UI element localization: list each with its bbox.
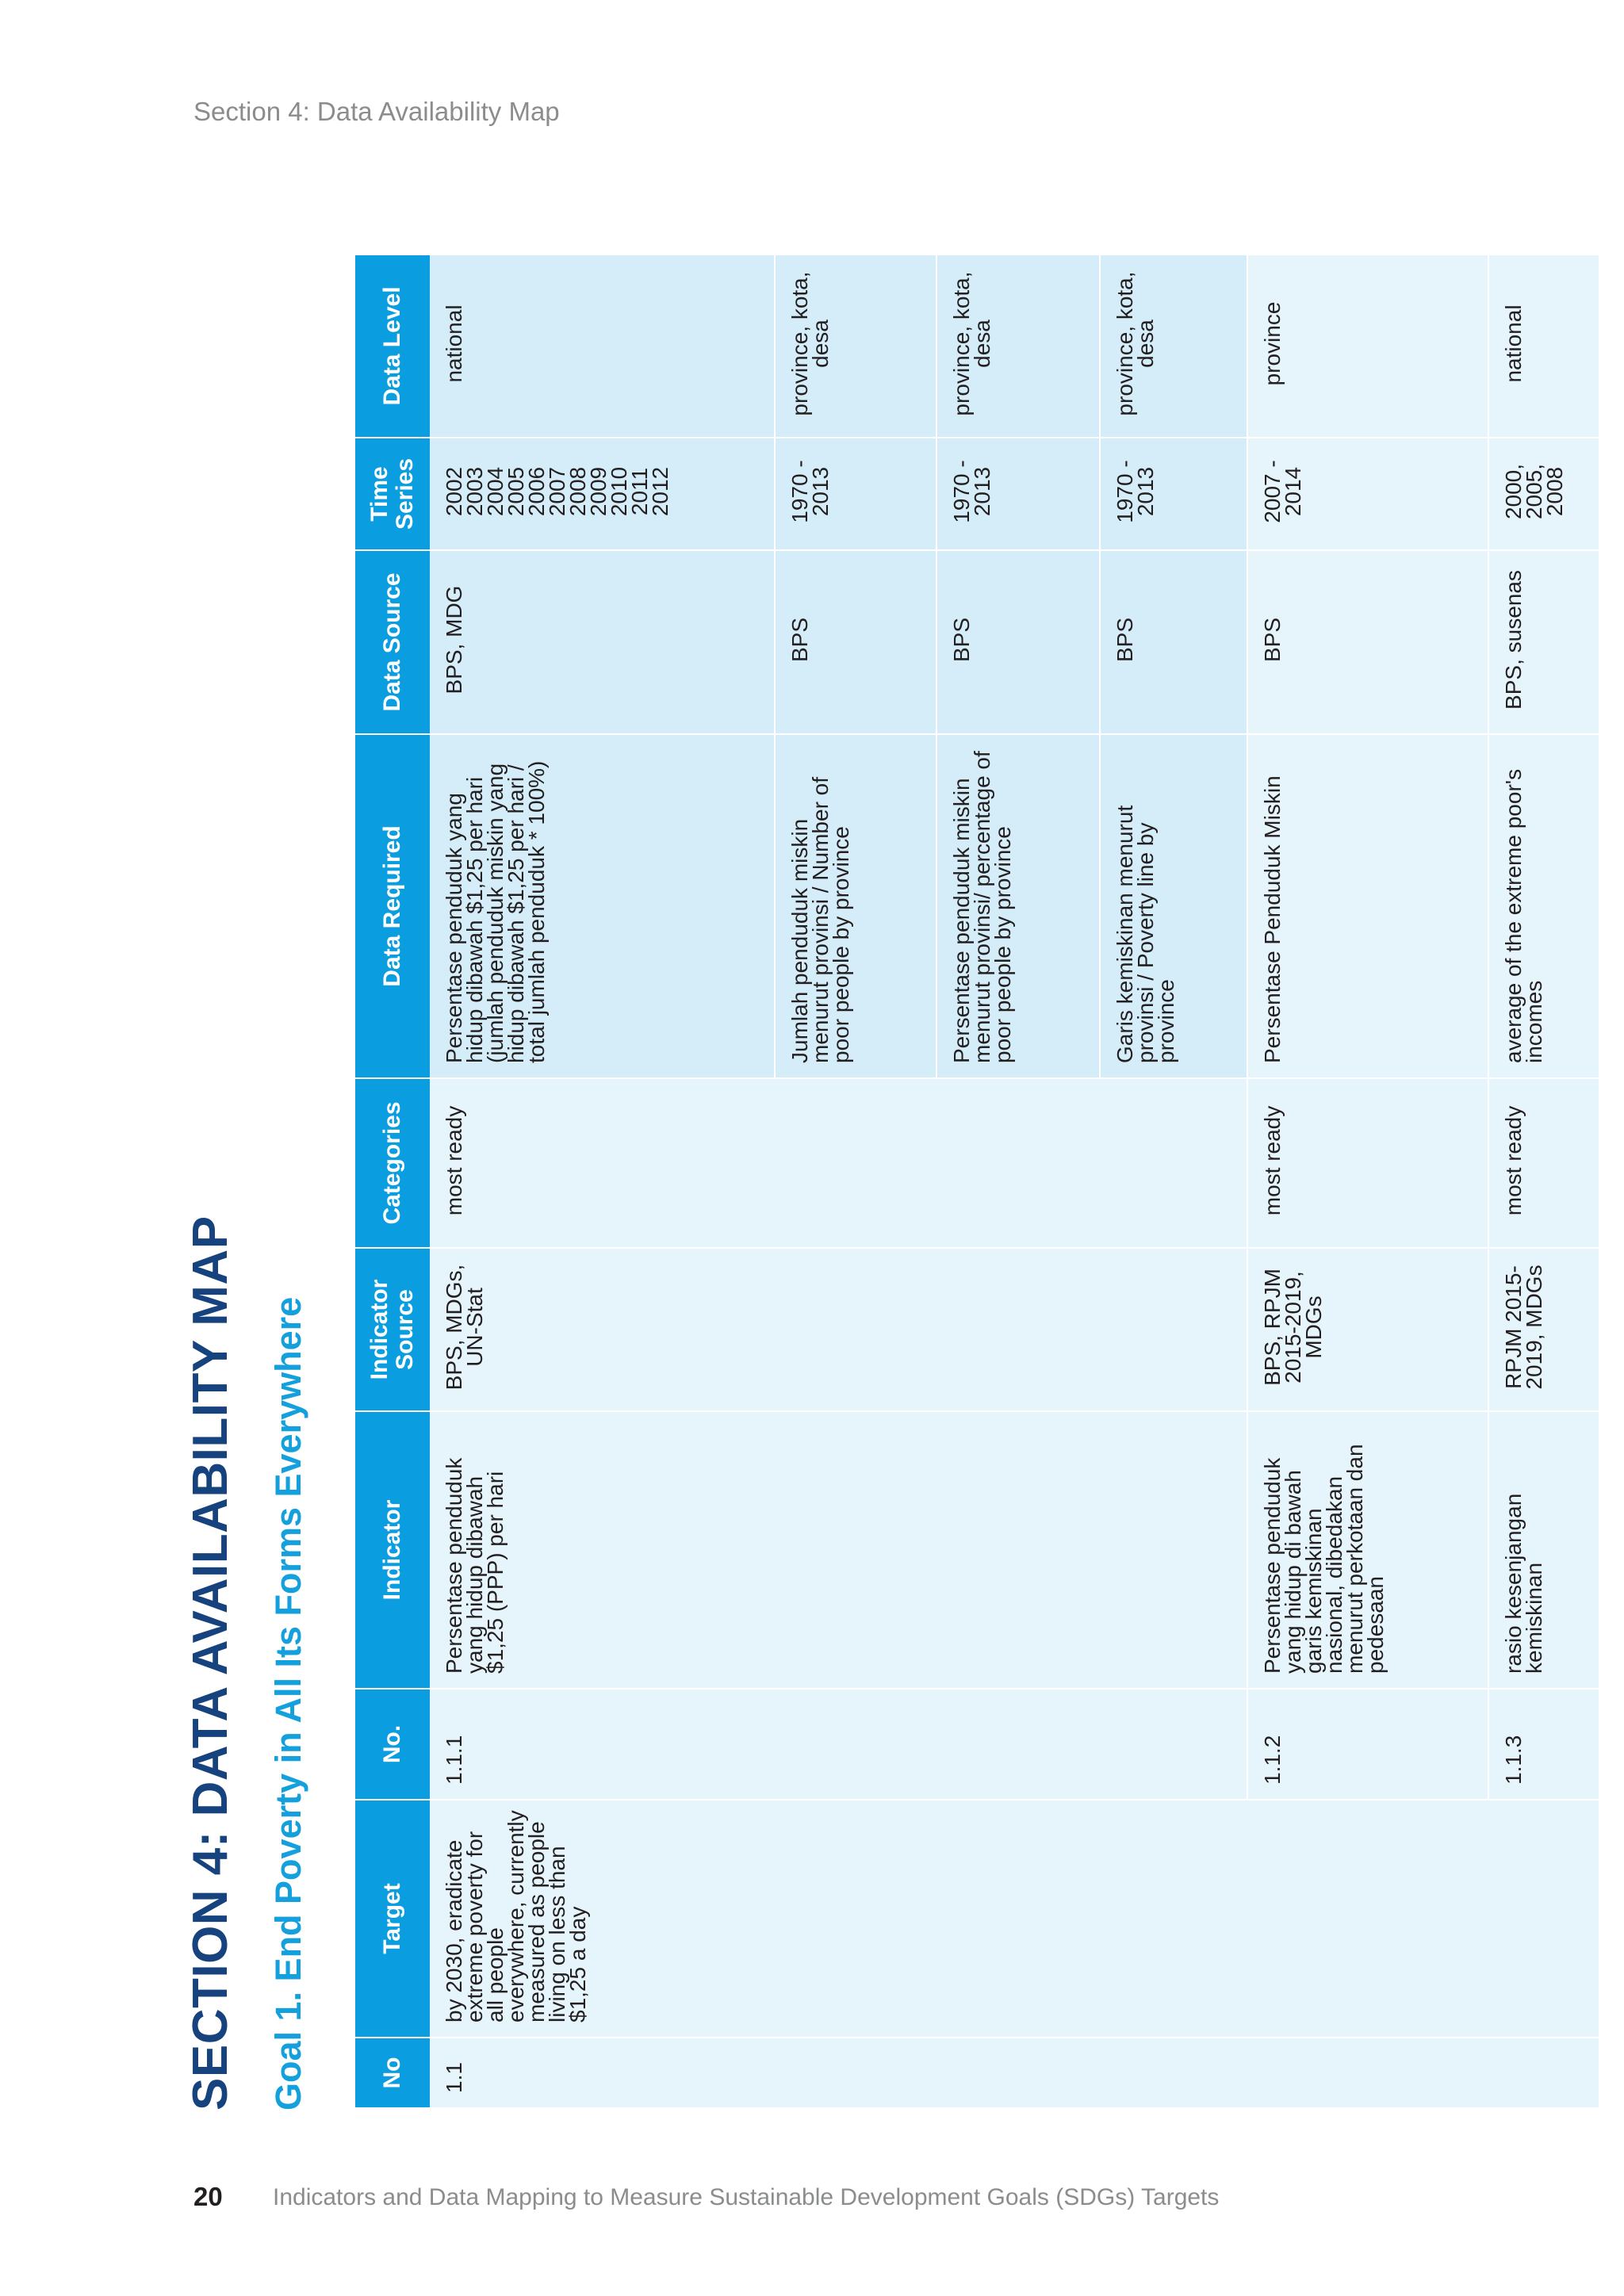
cell-time-series: 1970 - 2013 xyxy=(936,438,1100,550)
cell-data-required: Persentase penduduk yang hidup dibawah $1,25 per hari (jumlah penduduk miskin yang hidup dibawah $1,25 per hari / total jumlah penduduk * 100%) xyxy=(430,734,775,1078)
cell-categories: most ready xyxy=(430,1078,1247,1248)
header-categories: Categories xyxy=(355,1078,430,1248)
cell-data-level: province, kota, desa xyxy=(775,255,936,438)
header-indicator: Indicator xyxy=(355,1411,430,1689)
cell-indicator: rasio kesenjangan kemiskinan xyxy=(1488,1411,1599,1689)
section-title: SECTION 4: DATA AVAILABILITY MAP xyxy=(183,1215,238,2110)
running-footer: Indicators and Data Mapping to Measure Sustainable Development Goals (SDGs) Targets xyxy=(273,2184,1220,2210)
cell-indicator-no: 1.1.2 xyxy=(1247,1689,1488,1800)
cell-categories: most ready xyxy=(1488,1078,1599,1248)
cell-data-source: BPS, MDG xyxy=(430,550,775,734)
cell-data-source: BPS, susenas xyxy=(1488,550,1599,734)
header-target: Target xyxy=(355,1800,430,2038)
header-indicator-source: Indicator Source xyxy=(355,1248,430,1411)
cell-indicator: Persentase penduduk yang hidup di bawah garis kemiskinan nasional, dibedakan menurut perkotaan dan pedesaan xyxy=(1247,1411,1488,1689)
cell-data-source: BPS xyxy=(1247,550,1488,734)
cell-indicator-source: RPJM 2015-2019, MDGs xyxy=(1488,1248,1599,1411)
cell-data-source: BPS xyxy=(936,550,1100,734)
header-data-source: Data Source xyxy=(355,550,430,734)
cell-no: 1.1 xyxy=(430,2038,1599,2107)
cell-data-required: Persentase penduduk miskin menurut provinsi/ percentage of poor people by province xyxy=(936,734,1100,1078)
header-no: No xyxy=(355,2038,430,2107)
cell-data-level: province, kota, desa xyxy=(1100,255,1247,438)
running-header: Section 4: Data Availability Map xyxy=(193,97,560,126)
cell-time-series: 1970 - 2013 xyxy=(775,438,936,550)
table-header-row xyxy=(355,255,430,2107)
cell-data-required: average of the extreme poor's incomes xyxy=(1488,734,1599,1078)
goal-title: Goal 1. End Poverty in All Its Forms Everywhere xyxy=(268,1296,308,2110)
cell-data-level: province, kota, desa xyxy=(936,255,1100,438)
cell-data-source: BPS xyxy=(775,550,936,734)
header-time-series: Time Series xyxy=(355,438,430,550)
cell-indicator-source: BPS, RPJM 2015-2019, MDGs xyxy=(1247,1248,1488,1411)
table-row xyxy=(430,255,775,2107)
cell-data-source: BPS xyxy=(1100,550,1247,734)
cell-indicator-no: 1.1.1 xyxy=(430,1689,1247,1800)
cell-data-level: province xyxy=(1247,255,1488,438)
header-data-required: Data Required xyxy=(355,734,430,1078)
cell-data-required: Garis kemiskinan menurut provinsi / Poverty line by province xyxy=(1100,734,1247,1078)
page-number: 20 xyxy=(193,2182,223,2211)
cell-time-series: 1970 - 2013 xyxy=(1100,438,1247,550)
header-data-level: Data Level xyxy=(355,255,430,438)
cell-time-series: 2000, 2005, 2008 xyxy=(1488,438,1599,550)
cell-indicator-source: BPS, MDGs, UN-Stat xyxy=(430,1248,1247,1411)
header-indicator-no: No. xyxy=(355,1689,430,1800)
cell-data-level: national xyxy=(1488,255,1599,438)
cell-data-level: national xyxy=(430,255,775,438)
cell-indicator: Persentase penduduk yang hidup dibawah $1,25 (PPP) per hari xyxy=(430,1411,1247,1689)
cell-data-required: Persentase Penduduk Miskin xyxy=(1247,734,1488,1078)
cell-time-series: 2002 2003 2004 2005 2006 2007 2008 2009 2010 2011 2012 xyxy=(430,438,775,550)
cell-time-series: 2007 - 2014 xyxy=(1247,438,1488,550)
cell-categories: most ready xyxy=(1247,1078,1488,1248)
rotated-content xyxy=(182,255,1567,2110)
cell-target: by 2030, eradicate extreme poverty for all people everywhere, currently measured as people living on less than $1,25 a day xyxy=(430,1800,1599,2038)
data-availability-table xyxy=(355,255,1599,2107)
cell-data-required: Jumlah penduduk miskin menurut provinsi / Number of poor people by province xyxy=(775,734,936,1078)
cell-indicator-no: 1.1.3 xyxy=(1488,1689,1599,1800)
